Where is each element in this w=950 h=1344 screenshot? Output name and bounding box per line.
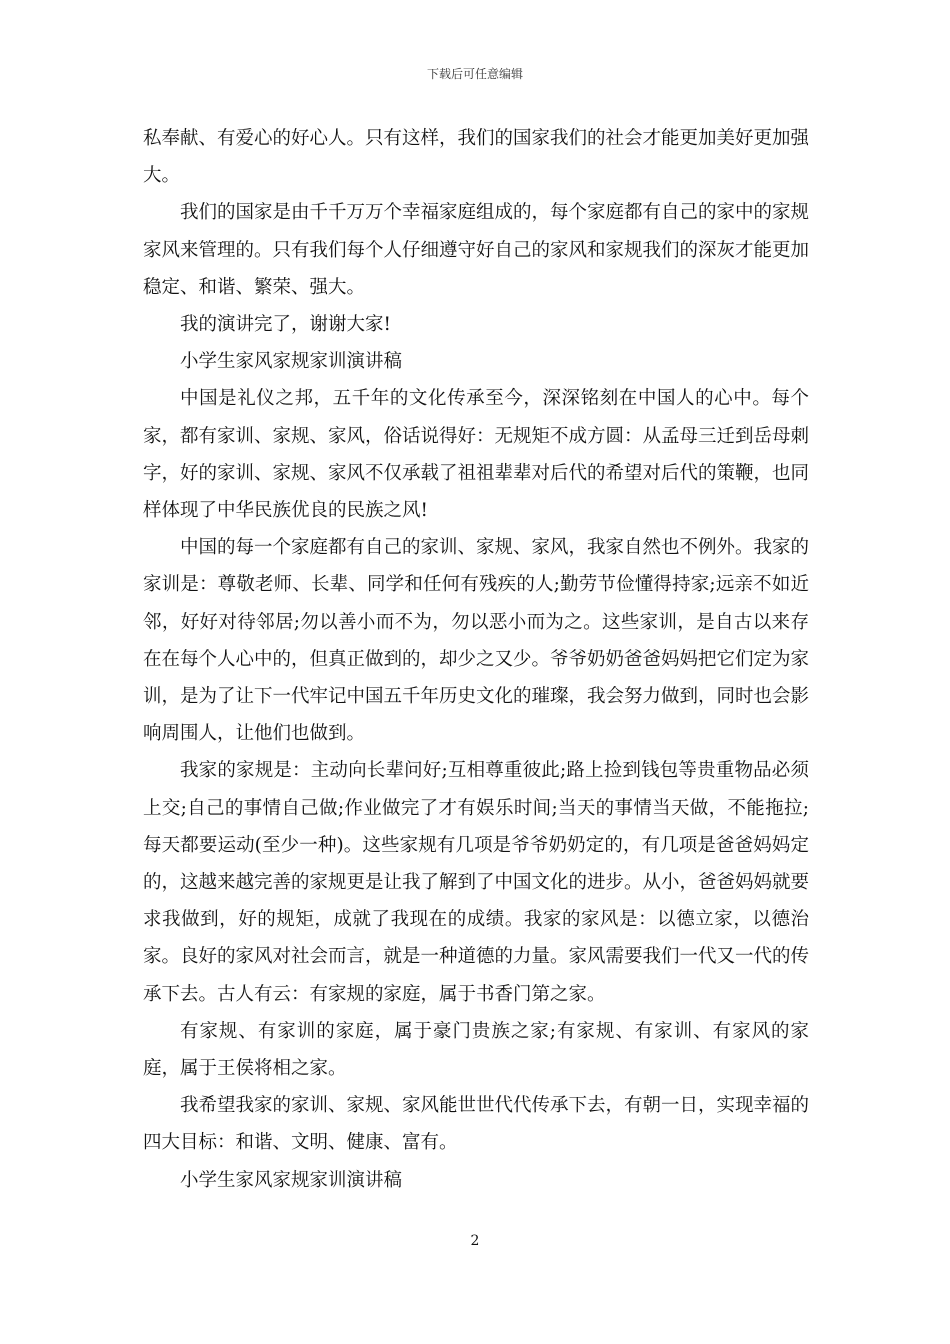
page-number: 2 [470, 1233, 480, 1249]
paragraph: 中国的每一个家庭都有自己的家训、家规、家风，我家自然也不例外。我家的家训是：尊敬老师、长辈、同学和任何有残疾的人;勤劳节俭懂得持家;远亲不如近邻，好好对待邻居;勿以善小而不为，勿以恶小而为之。这些家训，是自古以来存在在每个人心中的，但真正做到的，却少之又少。爷爷奶奶爸爸妈妈把它们定为家训，是为了让下一代牢记中国五千年历史文化的璀璨，我会努力做到，同时也会影响周围人，让他们也做到。 [143, 537, 810, 745]
paragraph: 中国是礼仪之邦，五千年的文化传承至今，深深铭刻在中国人的心中。每个家，都有家训、家规、家风，俗话说得好：无规矩不成方圆：从孟母三迁到岳母刺字，好的家训、家规、家风不仅承载了祖祖辈辈对后代的希望对后代的策鞭，也同样体现了中华民族优良的民族之风! [143, 388, 810, 522]
paragraph: 我家的家规是：主动向长辈问好;互相尊重彼此;路上捡到钱包等贵重物品必须上交;自己的事情自己做;作业做完了才有娱乐时间;当天的事情当天做，不能拖拉;每天都要运动(至少一种)。这些家规有几项是爷爷奶奶定的，有几项是爸爸妈妈定的，这越来越完善的家规更是让我了解到了中国文化的进步。从小，爸爸妈妈就要求我做到，好的规矩，成就了我现在的成绩。我家的家风是：以德立家，以德治家。良好的家风对社会而言，就是一种道德的力量。家风需要我们一代又一代的传承下去。古人有云：有家规的家庭，属于书香门第之家。 [143, 760, 810, 1005]
section-title: 小学生家风家规家训演讲稿 [180, 351, 403, 373]
page-header: 下载后可任意编辑 [426, 67, 523, 81]
paragraph-closing: 我的演讲完了，谢谢大家! [180, 314, 391, 336]
paragraph: 我希望我家的家训、家规、家风能世世代代传承下去，有朝一日，实现幸福的四大目标：和谐、文明、健康、富有。 [143, 1095, 810, 1154]
section-title: 小学生家风家规家训演讲稿 [180, 1169, 403, 1191]
paragraph-continuation: 私奉献、有爱心的好心人。只有这样，我们的国家我们的社会才能更加美好更加强大。 [143, 128, 810, 187]
paragraph: 我们的国家是由千千万万个幸福家庭组成的，每个家庭都有自己的家中的家规家风来管理的。只有我们每个人仔细遵守好自己的家风和家规我们的深灰才能更加稳定、和谐、繁荣、强大。 [143, 202, 810, 298]
document-body [143, 120, 809, 1199]
paragraph: 有家规、有家训的家庭，属于豪门贵族之家;有家规、有家训、有家风的家庭，属于王侯将相之家。 [143, 1020, 809, 1080]
